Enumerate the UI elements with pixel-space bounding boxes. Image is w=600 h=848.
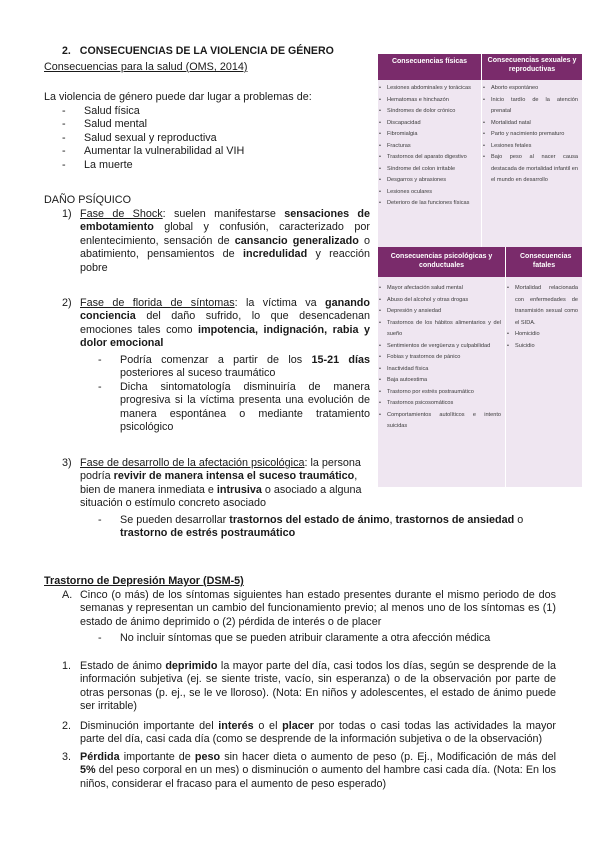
psychological-cell xyxy=(378,283,501,433)
phase3-sub-a: Se pueden desarrollar xyxy=(120,514,230,526)
header-psychological: Consecuencias psicológicas y conductuales xyxy=(378,247,505,277)
section-title: CONSECUENCIAS DE LA VIOLENCIA DE GÉNERO xyxy=(79,45,334,57)
sexual-cell xyxy=(482,83,578,187)
list-item: • Fracturas xyxy=(378,141,476,153)
phase2-name: Fase de florida de síntomas xyxy=(80,297,235,309)
item3-text xyxy=(80,751,556,791)
list-item: • Síndromes de dolor crónico xyxy=(378,106,476,118)
problems-list xyxy=(62,105,362,172)
list-item: • Comportamientos autolíticos e intento suicidas xyxy=(378,410,501,433)
list-item: • Mortalidad natal xyxy=(482,118,578,130)
list-item: • Lesiones fetales xyxy=(482,141,578,153)
item2-e: por todas o casi todas las actividades la mayor parte del día, casi cada día (como se desprende de la información subjetiva o de la observación) xyxy=(80,720,556,746)
list-item: • Lesiones oculares xyxy=(378,187,476,199)
phase1-t4: y reacción pobre xyxy=(80,248,370,274)
list-item: - Salud mental xyxy=(62,118,362,131)
phase1-b3: incredulidad xyxy=(242,248,308,261)
phase3-text xyxy=(80,457,372,511)
criterion-a-sublist xyxy=(98,632,558,645)
phase1-t2: global y confusión, caracterizado por enlentecimiento, sensación de xyxy=(80,221,370,247)
list-item: • Depresión y ansiedad xyxy=(378,306,501,318)
phase1-b1: sensaciones de embotamiento xyxy=(80,208,371,234)
phase3-name: Fase de desarrollo de la afectación psicológica xyxy=(80,457,305,469)
list-item: • Fibromialgia xyxy=(378,129,476,141)
list-item: • Mayor afectación salud mental xyxy=(378,283,501,295)
psychic-heading: DAÑO PSÍQUICO xyxy=(44,194,131,206)
list-item: • Trastornos psicosomáticos xyxy=(378,398,501,410)
list-item: • Mortalidad relacionada con enfermedades de transmisión sexual como el SIDA. xyxy=(506,283,578,329)
item3-e: 5% xyxy=(80,764,96,777)
list-item: • Desgarros y abrasiones xyxy=(378,175,476,187)
physical-cell xyxy=(378,83,476,210)
item3-c: peso xyxy=(194,751,221,763)
list-item: • Inactividad física xyxy=(378,364,501,376)
consequences-table xyxy=(378,54,582,487)
phase3-b1: revivir de manera intensa el suceso traumático xyxy=(113,470,355,483)
list-item: • Trastornos de los hábitos alimentarios y del sueño xyxy=(378,318,501,341)
header-physical: Consecuencias físicas xyxy=(378,54,481,80)
phase2-t1: : la víctima va xyxy=(234,297,326,309)
list-item: - La muerte xyxy=(62,159,362,172)
section-heading xyxy=(62,45,334,58)
fatal-cell xyxy=(506,283,578,352)
phase2-b2: impotencia, indignación, rabia y dolor emocional xyxy=(80,323,370,350)
list-item: • Trastorno por estrés postraumático xyxy=(378,387,501,399)
item3-number: 3. xyxy=(62,751,72,763)
list-item: • Baja autoestima xyxy=(378,375,501,387)
phase2-sub1-c: posteriores al suceso traumático xyxy=(120,367,276,380)
phase2-number: 2) xyxy=(62,297,72,309)
list-item xyxy=(98,514,568,541)
item1-number: 1. xyxy=(62,660,72,672)
item2-text xyxy=(80,720,556,747)
item3-a: Pérdida xyxy=(80,751,120,763)
phase1-name: Fase de Shock xyxy=(80,208,163,220)
item1-a: Estado de ánimo xyxy=(80,660,166,672)
list-item: • Parto y nacimiento prematuro xyxy=(482,129,578,141)
list-item: - Salud física xyxy=(62,105,362,118)
list-item: • Aborto espontáneo xyxy=(482,83,578,95)
item2-number: 2. xyxy=(62,720,72,732)
phase3-sub-d: trastornos de ansiedad xyxy=(395,514,515,526)
phase3-sub-b: trastornos del estado de ánimo xyxy=(229,514,390,526)
phase3-t2: , bien de manera inmediata e xyxy=(80,470,358,496)
phase2-b1: ganando conciencia xyxy=(80,297,371,323)
item2-b: interés xyxy=(218,720,254,732)
phase2-sublist xyxy=(98,354,370,434)
phase2-sub1-b: 15-21 días xyxy=(311,354,370,366)
list-item: • Sentimientos de vergüenza y culpabilidad xyxy=(378,341,501,353)
section-subtitle: Consecuencias para la salud (OMS, 2014) xyxy=(44,61,248,73)
list-item: - Salud sexual y reproductiva xyxy=(62,132,362,145)
phase3-b2: intrusiva xyxy=(216,483,262,496)
intro-text: La violencia de género puede dar lugar a problemas de: xyxy=(44,91,312,103)
phase3-t1: : la persona podría xyxy=(80,457,361,483)
item1-b: deprimido xyxy=(165,660,218,672)
phase3-sub-e: o xyxy=(514,514,524,526)
list-item: • Síndrome del colon irritable xyxy=(378,164,476,176)
list-item: • Bajo peso al nacer causa destacada de mortalidad infantil en el mundo en desarrollo xyxy=(482,152,578,187)
criterion-a-marker: A. xyxy=(62,589,73,601)
item2-d: placer xyxy=(282,720,314,732)
list-item: • Homicidio xyxy=(506,329,578,341)
header-fatal: Consecuencias fatales xyxy=(506,247,582,277)
item3-d: sin hacer dieta o aumento de peso (p. Ej., Modificación de más del xyxy=(220,751,556,763)
phase3-t3: o asociado a alguna situación o estímulo concreto asociado xyxy=(80,483,362,510)
list-item: • Abuso del alcohol y otras drogas xyxy=(378,295,501,307)
phase1-t3: o abatimiento, pensamientos de xyxy=(80,234,370,261)
list-item: • Trastornos del aparato digestivo xyxy=(378,152,476,164)
phase2-text xyxy=(80,297,370,351)
list-item: - Aumentar la vulnerabilidad al VIH xyxy=(62,145,362,158)
list-item: - No incluir síntomas que se pueden atribuir claramente a otra afección médica xyxy=(98,632,558,645)
list-item: • Discapacidad xyxy=(378,118,476,130)
phase3-number: 3) xyxy=(62,457,72,469)
phase2-sub1-a: Podría comenzar a partir de los xyxy=(120,354,312,366)
item2-a: Disminución importante del xyxy=(80,720,219,732)
list-item: • Lesiones abdominales y torácicas xyxy=(378,83,476,95)
criterion-a-text: Cinco (o más) de los síntomas siguientes han estado presentes durante el mismo periodo de dos semanas y representan un cambio del funcionamiento previo; al menos uno de los síntomas es (1) estado de ánimo deprimido o (2) pérdida de interés o de placer xyxy=(80,589,556,628)
phase1-t1: : suelen manifestarse xyxy=(162,208,285,220)
phase2-t2: del daño sufrido, lo que desencadenan emociones tales como xyxy=(80,310,370,336)
phase3-sublist xyxy=(98,514,568,541)
list-item xyxy=(98,354,370,381)
list-item: • Suicidio xyxy=(506,341,578,353)
item3-b: importante de xyxy=(119,751,195,763)
list-item: • Deterioro de las funciones físicas xyxy=(378,198,476,210)
phase3-sub-c: , xyxy=(389,514,396,526)
phase3-sub-f: trastorno de estrés postraumático xyxy=(120,527,296,540)
phase1-number: 1) xyxy=(62,208,72,220)
list-item: • Fobias y trastornos de pánico xyxy=(378,352,501,364)
item2-c: o el xyxy=(253,720,283,732)
item1-text xyxy=(80,660,556,714)
depression-title: Trastorno de Depresión Mayor (DSM-5) xyxy=(44,575,244,587)
item3-f: del peso corporal en un mes) o disminución o aumento del hambre casi cada día. (Nota: En los niños, considerar el fracaso para el aumento de peso esperado) xyxy=(80,764,556,790)
phase1-b2: cansancio generalizado xyxy=(234,234,359,247)
phase1-text xyxy=(80,208,370,275)
header-sexual: Consecuencias sexuales y reproductivas xyxy=(482,54,582,80)
list-item: • Inicio tardío de la atención prenatal xyxy=(482,95,578,118)
list-item: - Dicha sintomatología disminuiría de manera progresiva si la víctima presenta una evolución de manera espontánea o mediante tratamiento psicológico xyxy=(98,381,370,435)
list-item: • Hematomas e hinchazón xyxy=(378,95,476,107)
section-number: 2. xyxy=(62,45,71,57)
item1-c: la mayor parte del día, casi todos los días, según se desprende de la información subjetiva (ej. se siente triste, vacío, sin esperanza) o de la observación por parte de otras personas (p. ej., se le ve lloroso). (Nota: En niños y adolescentes, el estado de ánimo puede ser irritable) xyxy=(80,660,556,713)
